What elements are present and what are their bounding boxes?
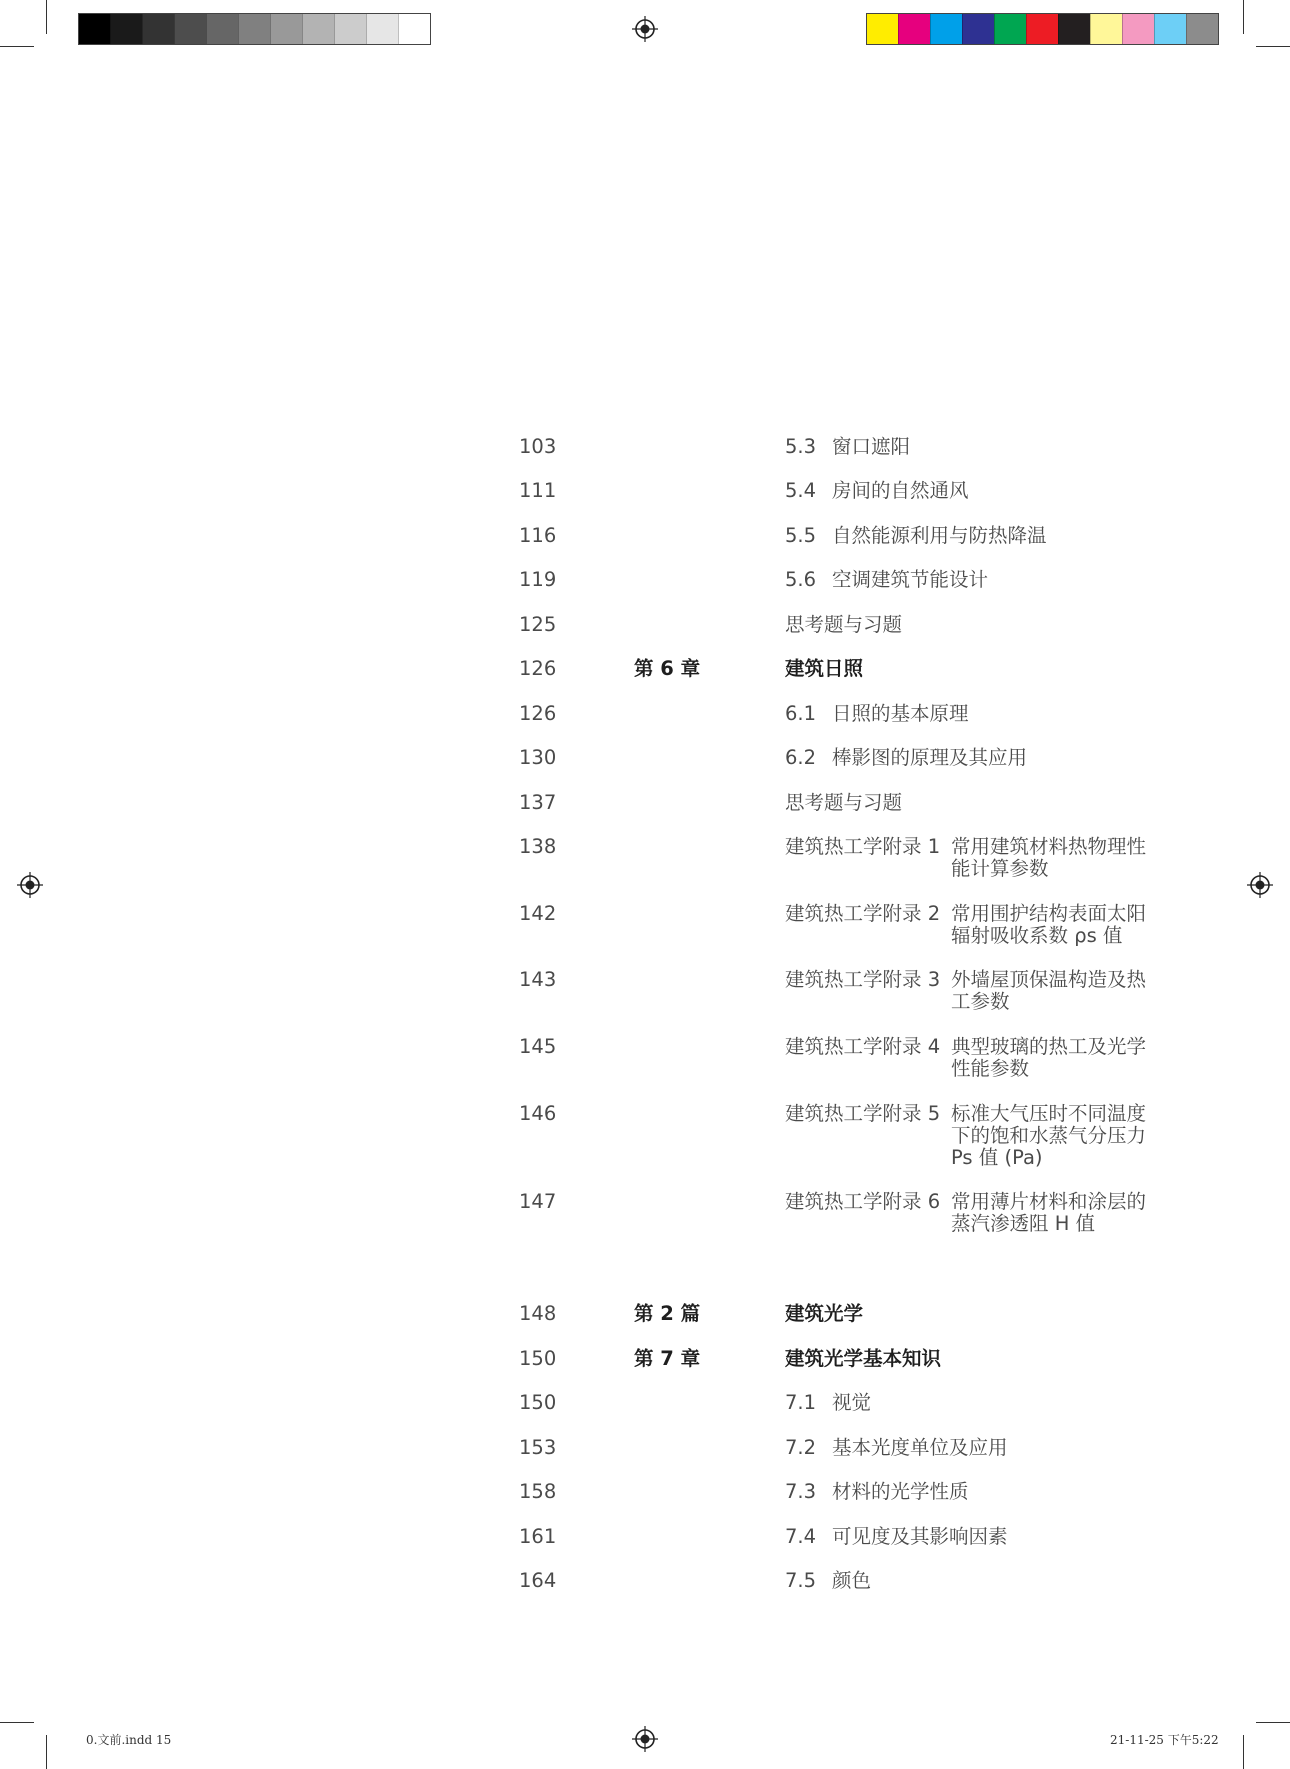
appendix-title: 常用围护结构表面太阳 辐射吸收系数 ρs 值	[951, 902, 1147, 947]
color-swatch	[110, 14, 142, 44]
toc-page-number: 147	[519, 1190, 557, 1213]
registration-mark-icon	[632, 16, 658, 42]
slug-file-name: 0.文前.indd 15	[86, 1733, 172, 1747]
color-swatch	[79, 14, 110, 44]
toc-entry-title: 7.5 颜色	[785, 1569, 872, 1592]
toc-entry-title: 思考题与习题	[785, 791, 903, 814]
appendix-label: 建筑热工学附录 2	[785, 902, 941, 925]
color-swatch	[1026, 14, 1058, 44]
toc-entry-title: 6.2 棒影图的原理及其应用	[785, 746, 1028, 769]
color-swatch	[302, 14, 334, 44]
appendix-label: 建筑热工学附录 6	[785, 1190, 941, 1213]
toc-page-number: 158	[519, 1480, 557, 1503]
toc-page-number: 126	[519, 702, 557, 725]
color-swatch	[206, 14, 238, 44]
registration-mark-icon	[1247, 872, 1273, 898]
toc-page-number: 148	[519, 1302, 557, 1325]
color-swatch	[270, 14, 302, 44]
toc-chapter-title: 建筑日照	[785, 657, 864, 680]
process-color-bar	[866, 13, 1219, 45]
toc-entry-title: 思考题与习题	[785, 613, 903, 636]
toc-page-number: 153	[519, 1436, 557, 1459]
toc-page-number: 138	[519, 835, 557, 858]
appendix-label: 建筑热工学附录 4	[785, 1035, 941, 1058]
toc-page-number: 126	[519, 657, 557, 680]
appendix-label: 建筑热工学附录 5	[785, 1102, 941, 1125]
toc-entry-title: 5.6 空调建筑节能设计	[785, 568, 989, 591]
registration-mark-icon	[632, 1726, 658, 1752]
toc-page-number: 130	[519, 746, 557, 769]
appendix-label: 建筑热工学附录 1	[785, 835, 941, 858]
color-swatch	[930, 14, 962, 44]
appendix-title: 外墙屋顶保温构造及热 工参数	[951, 968, 1147, 1013]
toc-part-title: 建筑光学	[785, 1302, 864, 1325]
toc-entry-title: 7.3 材料的光学性质	[785, 1480, 969, 1503]
toc-page-number: 161	[519, 1525, 557, 1548]
slug-timestamp: 21-11-25 下午5:22	[1110, 1733, 1219, 1747]
toc-page-number: 103	[519, 435, 557, 458]
toc-page-number: 142	[519, 902, 557, 925]
appendix-title: 标准大气压时不同温度 下的饱和水蒸气分压力 Ps 值 (Pa)	[951, 1102, 1147, 1169]
appendix-label: 建筑热工学附录 3	[785, 968, 941, 991]
toc-part-label: 第 2 篇	[634, 1302, 701, 1325]
toc-entry-title: 6.1 日照的基本原理	[785, 702, 969, 725]
color-swatch	[334, 14, 366, 44]
toc-page-number: 150	[519, 1347, 557, 1370]
toc-page-number: 137	[519, 791, 557, 814]
grayscale-color-bar	[78, 13, 431, 45]
toc-page-number: 164	[519, 1569, 557, 1592]
registration-mark-icon	[17, 872, 43, 898]
color-swatch	[238, 14, 270, 44]
color-swatch	[142, 14, 174, 44]
toc-chapter-title: 建筑光学基本知识	[785, 1347, 942, 1370]
appendix-title: 常用建筑材料热物理性 能计算参数	[951, 835, 1147, 880]
color-swatch	[1058, 14, 1090, 44]
toc-page-number: 150	[519, 1391, 557, 1414]
color-swatch	[962, 14, 994, 44]
color-swatch	[174, 14, 206, 44]
appendix-title: 典型玻璃的热工及光学 性能参数	[951, 1035, 1147, 1080]
color-swatch	[994, 14, 1026, 44]
appendix-title: 常用薄片材料和涂层的 蒸汽渗透阻 H 值	[951, 1190, 1147, 1235]
color-swatch	[1090, 14, 1122, 44]
color-swatch	[867, 14, 898, 44]
toc-entry-title: 5.5 自然能源利用与防热降温	[785, 524, 1047, 547]
color-swatch	[1186, 14, 1218, 44]
toc-page-number: 145	[519, 1035, 557, 1058]
toc-chapter-label: 第 6 章	[634, 657, 701, 680]
color-swatch	[1154, 14, 1186, 44]
toc-page-number: 143	[519, 968, 557, 991]
toc-chapter-label: 第 7 章	[634, 1347, 701, 1370]
color-swatch	[366, 14, 398, 44]
toc-entry-title: 7.2 基本光度单位及应用	[785, 1436, 1008, 1459]
toc-page-number: 111	[519, 479, 557, 502]
toc-entry-title: 7.4 可见度及其影响因素	[785, 1525, 1008, 1548]
toc-page-number: 146	[519, 1102, 557, 1125]
toc-entry-title: 5.3 窗口遮阳	[785, 435, 911, 458]
color-swatch	[1122, 14, 1154, 44]
toc-page-number: 116	[519, 524, 557, 547]
toc-entry-title: 5.4 房间的自然通风	[785, 479, 969, 502]
color-swatch	[898, 14, 930, 44]
toc-page-number: 125	[519, 613, 557, 636]
toc-page-number: 119	[519, 568, 557, 591]
toc-entry-title: 7.1 视觉	[785, 1391, 872, 1414]
color-swatch	[398, 14, 430, 44]
